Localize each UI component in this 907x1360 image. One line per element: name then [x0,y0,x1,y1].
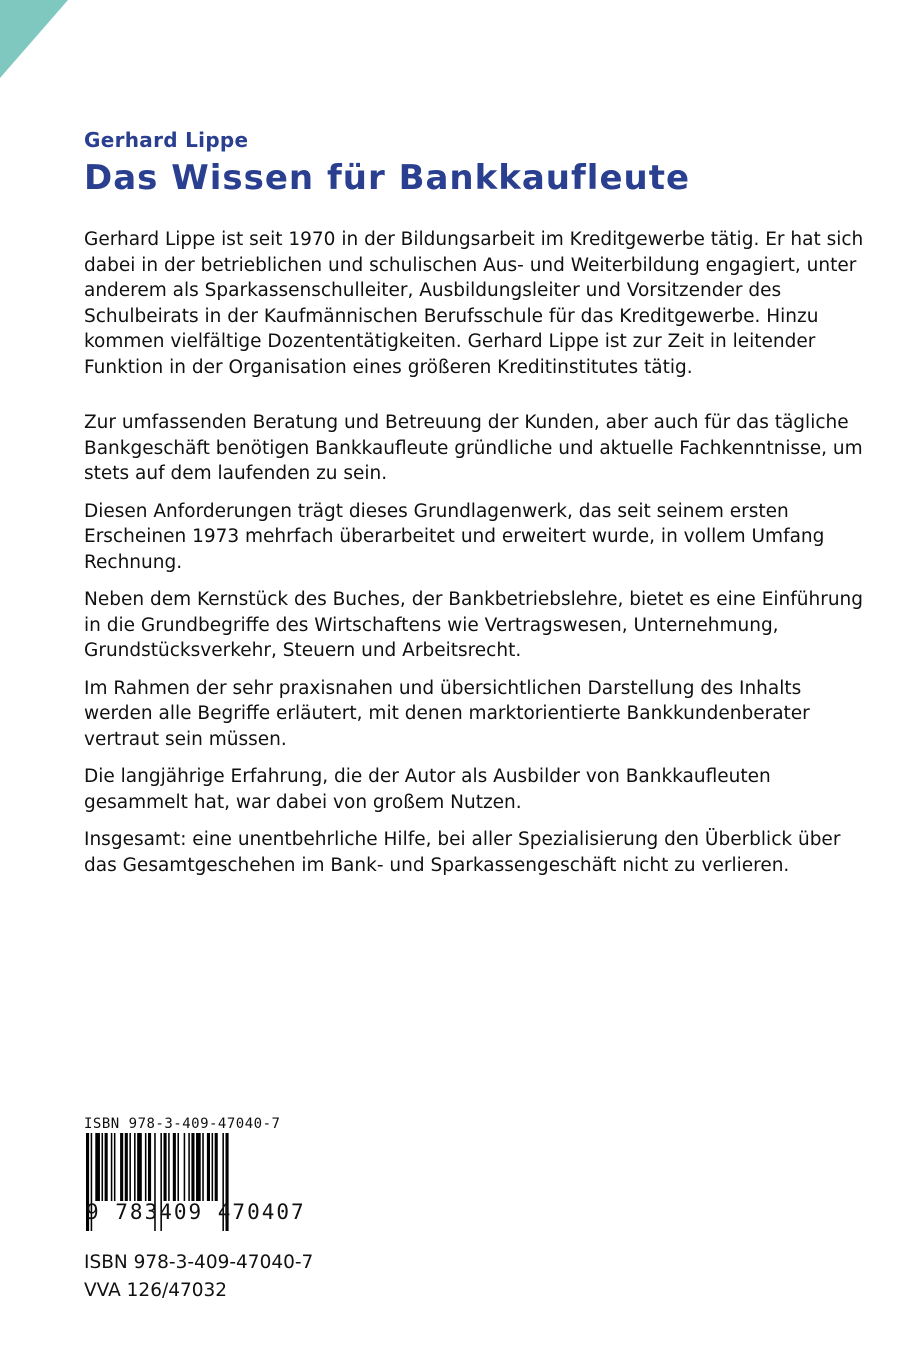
description-paragraph: Im Rahmen der sehr praxisnahen und übersichtlichen Darstellung des Inhalts werden alle Begriffe erläutert, mit denen marktorientierte Bankkundenberater vertraut sein müssen. [84,677,810,750]
barcode-bar [95,1133,100,1201]
author-bio: Gerhard Lippe ist seit 1970 in der Bildungsarbeit im Kreditgewerbe tätig. Er hat sich dabei in der betrieblichen und schulischen Aus- und Weiterbildung engagiert, unter anderem als Sparkassenschulleiter, Ausbildungsleiter und Vorsitzender des Schulbeirats in der Kaufmännischen Berufsschule für das Kreditgewerbe. Hinzu kommen vielfältige Dozententätigkeiten. Gerhard Lippe ist zur Zeit in leitender Funktion in der Organisation eines größeren Kreditinstitutes tätig. [84,229,864,378]
barcode-bar [202,1133,204,1201]
barcode-bar [207,1133,210,1201]
barcode-bar [196,1133,201,1201]
barcode-bar [120,1133,123,1201]
barcode-bar [137,1133,142,1201]
barcode-bar [148,1133,151,1201]
isbn-number: ISBN 978-3-409-47040-7 [84,1252,314,1273]
description-paragraph: Neben dem Kernstück des Buches, der Bankbetriebslehre, bietet es eine Einführung in die Grundbegriffe des Wirtschaftens wie Vertragswesen, Unternehmung, Grundstücksverkehr, Steuern und Arbeitsrecht. [84,589,864,661]
barcode-bar [145,1133,147,1201]
barcode-bar [111,1133,113,1201]
barcode-digits: 9 783409 470407 [86,1200,306,1224]
barcode-bar [191,1133,194,1201]
barcode-bar [114,1133,116,1201]
barcode-bar [129,1133,131,1201]
barcode-isbn-label: ISBN 978-3-409-47040-7 [84,1116,281,1132]
book-title: Das Wissen für Bankkaufleute [84,158,691,198]
barcode-bar [188,1133,190,1201]
description-paragraph: Diesen Anforderungen trägt dieses Grundlagenwerk, das seit seinem ersten Erscheinen 1973 mehrfach überarbeitet und erweitert wurde, in vollem Umfang Rechnung. [84,500,825,573]
barcode-bar [105,1133,108,1201]
barcode-bar [164,1133,167,1201]
barcode-bar [184,1133,186,1201]
author-name: Gerhard Lippe [84,128,249,152]
book-description [84,410,874,890]
barcode-bar [125,1133,128,1201]
description-paragraph: Zur umfassenden Beratung und Betreuung der Kunden, aber auch für das tägliche Bankgeschäft benötigen Bankkaufleute gründliche und aktuelle Fachkenntnisse, um stets auf dem laufenden zu sein. [84,412,863,484]
order-number: VVA 126/47032 [84,1280,228,1301]
barcode-bar [173,1133,176,1201]
barcode-bar [134,1133,136,1201]
barcode-bar [102,1133,104,1201]
teal-corner-triangle [0,0,68,78]
barcode-bar [215,1133,218,1201]
barcode-bar [177,1133,179,1201]
barcode-bar [168,1133,170,1201]
description-paragraph: Die langjährige Erfahrung, die der Autor als Ausbilder von Bankkaufleuten gesammelt hat, war dabei von großem Nutzen. [84,766,771,813]
description-paragraph: Insgesamt: eine unentbehrliche Hilfe, bei aller Spezialisierung den Überblick über das Gesamtgeschehen im Bank- und Sparkassengeschäft nicht zu verlieren. [84,829,841,876]
barcode-bar [212,1133,214,1201]
